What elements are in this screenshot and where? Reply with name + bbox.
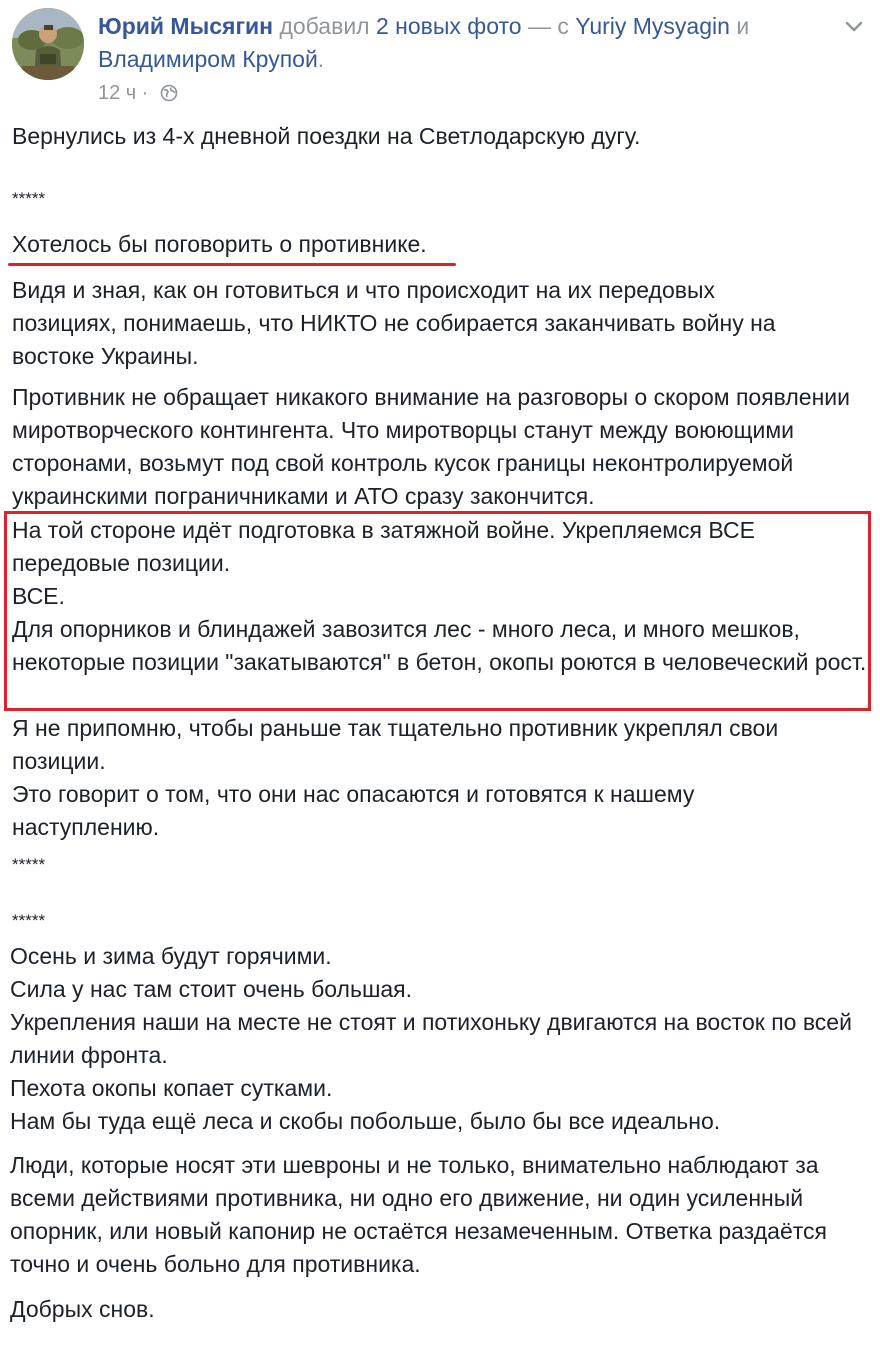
post-paragraph: Пехота окопы копает сутками. [10, 1075, 333, 1101]
tagged-user-link-2[interactable]: Владимиром Крупой [98, 46, 318, 72]
post-header [12, 8, 868, 108]
chevron-down-icon[interactable] [842, 14, 866, 38]
action-text: добавил [279, 13, 370, 39]
post-paragraph: Я не припомню, чтобы раньше так тщательно противник укреплял свои позиции. [12, 715, 779, 774]
tagged-user-link-1[interactable]: Yuriy Mysyagin [575, 13, 730, 39]
separator-stars: ***** [12, 911, 46, 930]
author-name-link[interactable]: Юрий Мысягин [98, 13, 274, 39]
post-header-line [98, 10, 818, 76]
photos-link[interactable]: 2 новых фото [375, 13, 522, 39]
post-paragraph: Сила у нас там стоит очень большая. [10, 976, 413, 1002]
and-text: и [736, 13, 750, 39]
red-underline-annotation [8, 263, 456, 266]
post-paragraph: Осень и зима будут горячими. [10, 943, 332, 969]
post-paragraph-highlighted: Хотелось бы поговорить о противнике. [12, 231, 427, 257]
timestamp-link[interactable]: 12 ч [98, 82, 137, 104]
meta-dot: · [141, 82, 149, 104]
avatar[interactable] [12, 8, 84, 80]
post-meta [98, 80, 178, 109]
post-paragraph: Укрепления наши на месте не стоят и потихоньку двигаются на восток по всей линии фронта. [10, 1009, 852, 1068]
post-paragraph: Противник не обращает никакого внимание на разговоры о скором появлении миротворческого контингента. Что миротворцы станут между воюющими сторонами, возьмут под свой контроль кусок границы неконтролируемой украинскими пограничниками и АТО сразу закончится. [12, 384, 850, 509]
separator-stars: ***** [12, 189, 46, 208]
post-paragraph: Видя и зная, как он готовиться и что происходит на их передовых позициях, понимаешь, что НИКТО не собирается заканчивать войну на востоке Украины. [12, 277, 776, 369]
globe-icon[interactable] [160, 83, 178, 109]
tail-text: . [317, 46, 325, 72]
post-paragraph: Нам бы туда ещё леса и скобы побольше, было бы все идеально. [10, 1108, 721, 1134]
post-paragraph-boxed: Для опорников и блиндажей завозится лес - много леса, и много мешков, некоторые позиции "закатываются" в бетон, окопы роются в человеческий рост. [12, 616, 867, 675]
post-paragraph: Вернулись из 4-х дневной поездки на Светлодарскую дугу. [12, 123, 641, 149]
post-paragraph: Это говорит о том, что они нас опасаются и готовятся к нашему наступлению. [12, 781, 695, 840]
with-text: — с [527, 13, 569, 39]
post-paragraph: Добрых снов. [10, 1296, 155, 1322]
post-paragraph-boxed: ВСЕ. [12, 583, 65, 609]
post-paragraph-boxed: На той стороне идёт подготовка в затяжной войне. Укрепляемся ВСЕ передовые позиции. [12, 517, 755, 576]
separator-stars: ***** [12, 855, 46, 874]
post-paragraph: Люди, которые носят эти шевроны и не только, внимательно наблюдают за всеми действиями противника, ни одно его движение, ни один усиленный опорник, или новый капонир не остаётся незамеченным. Ответка раздаётся точно и очень больно для противника. [10, 1152, 827, 1277]
